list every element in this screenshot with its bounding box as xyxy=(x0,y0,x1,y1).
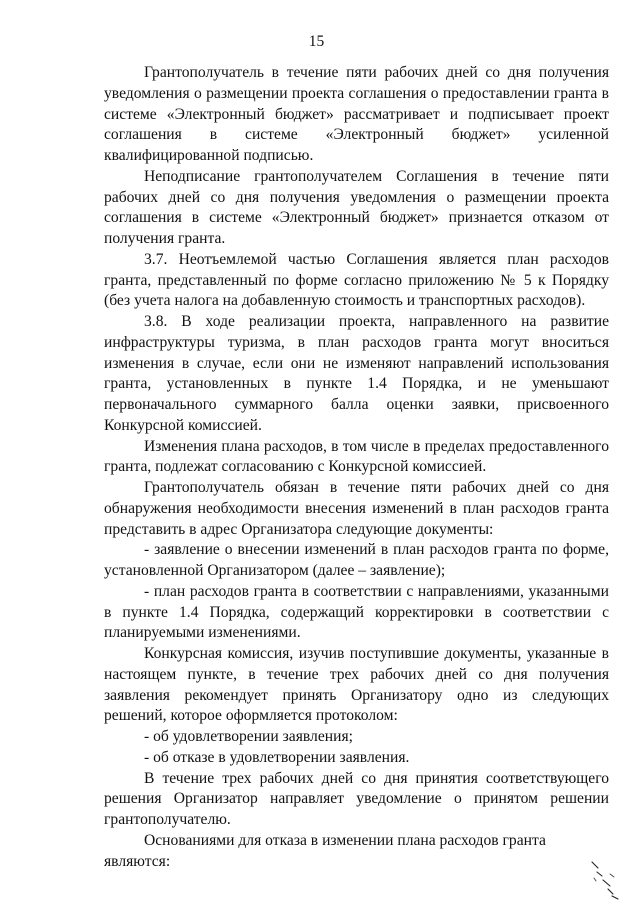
list-item-approve: - об удовлетворении заявления; xyxy=(144,728,353,745)
paragraph-refusal-grounds: Основаниями для отказа в изменении плана расходов гранта являются: xyxy=(104,831,546,870)
list-item-expense-plan: - план расходов гранта в соответствии с направлениями, указанными в пункте 1.4 Порядка, содержащий корректировки в соответствии с планируемыми изменениями. xyxy=(104,582,609,642)
page-number: 15 xyxy=(308,33,325,50)
paragraph-commission-review: Конкурсная комиссия, изучив поступившие документы, указанные в настоящем пункте, в течение трех рабочих дней со дня получения заявления рекомендует принять Организатору одно из следующих решений, которое оформляется протоколом: xyxy=(104,645,609,725)
paragraph-recipient-obligation: Грантополучатель обязан в течение пяти рабочих дней со дня обнаружения необходимости внесения изменений в план расходов гранта представить в адрес Организатора следующие документы: xyxy=(104,479,609,538)
paragraph-3-7-expense-plan: 3.7. Неотъемлемой частью Соглашения является план расходов гранта, представленный по форме согласно приложению № 5 к Порядку (без учета налога на добавленную стоимость и транспортных расходов). xyxy=(104,250,609,310)
paragraph-notification: В течение трех рабочих дней со дня принятия соответствующего решения Организатор направляет уведомление о принятом решении грантополучателю. xyxy=(104,769,609,828)
document-body xyxy=(104,63,609,872)
paragraph-non-signing-refusal: Неподписание грантополучателем Соглашения в течение пяти рабочих дней со дня получения уведомления о размещении проекта соглашения в системе «Электронный бюджет» признается отказом от получения гранта. xyxy=(104,167,609,247)
paragraph-changes-approval: Изменения плана расходов, в том числе в пределах предоставленного гранта, подлежат согласованию с Конкурсной комиссией. xyxy=(104,437,609,476)
handwritten-mark xyxy=(588,856,622,900)
list-item-reject: - об отказе в удовлетворении заявления. xyxy=(144,748,410,766)
paragraph-grant-recipient-signing: Грантополучатель в течение пяти рабочих дней со дня получения уведомления о размещении проекта соглашения о предоставлении гранта в системе «Электронный бюджет» рассматривает и подписывает проект соглашения в системе «Электронный бюджет» усиленной квалифицированной подписью. xyxy=(104,64,609,164)
paragraph-3-8-plan-changes: 3.8. В ходе реализации проекта, направленного на развитие инфраструктуры туризма, в план расходов гранта могут вноситься изменения в случае, если они не изменяют направлений использования гранта, установленных в пункте 1.4 Порядка, и не уменьшают первоначального суммарного балла оценки заявки, присвоенного Конкурсной комиссией. xyxy=(104,313,609,434)
list-item-application: - заявление о внесении изменений в план расходов гранта по форме, установленной Организатором (далее – заявление); xyxy=(104,541,609,579)
